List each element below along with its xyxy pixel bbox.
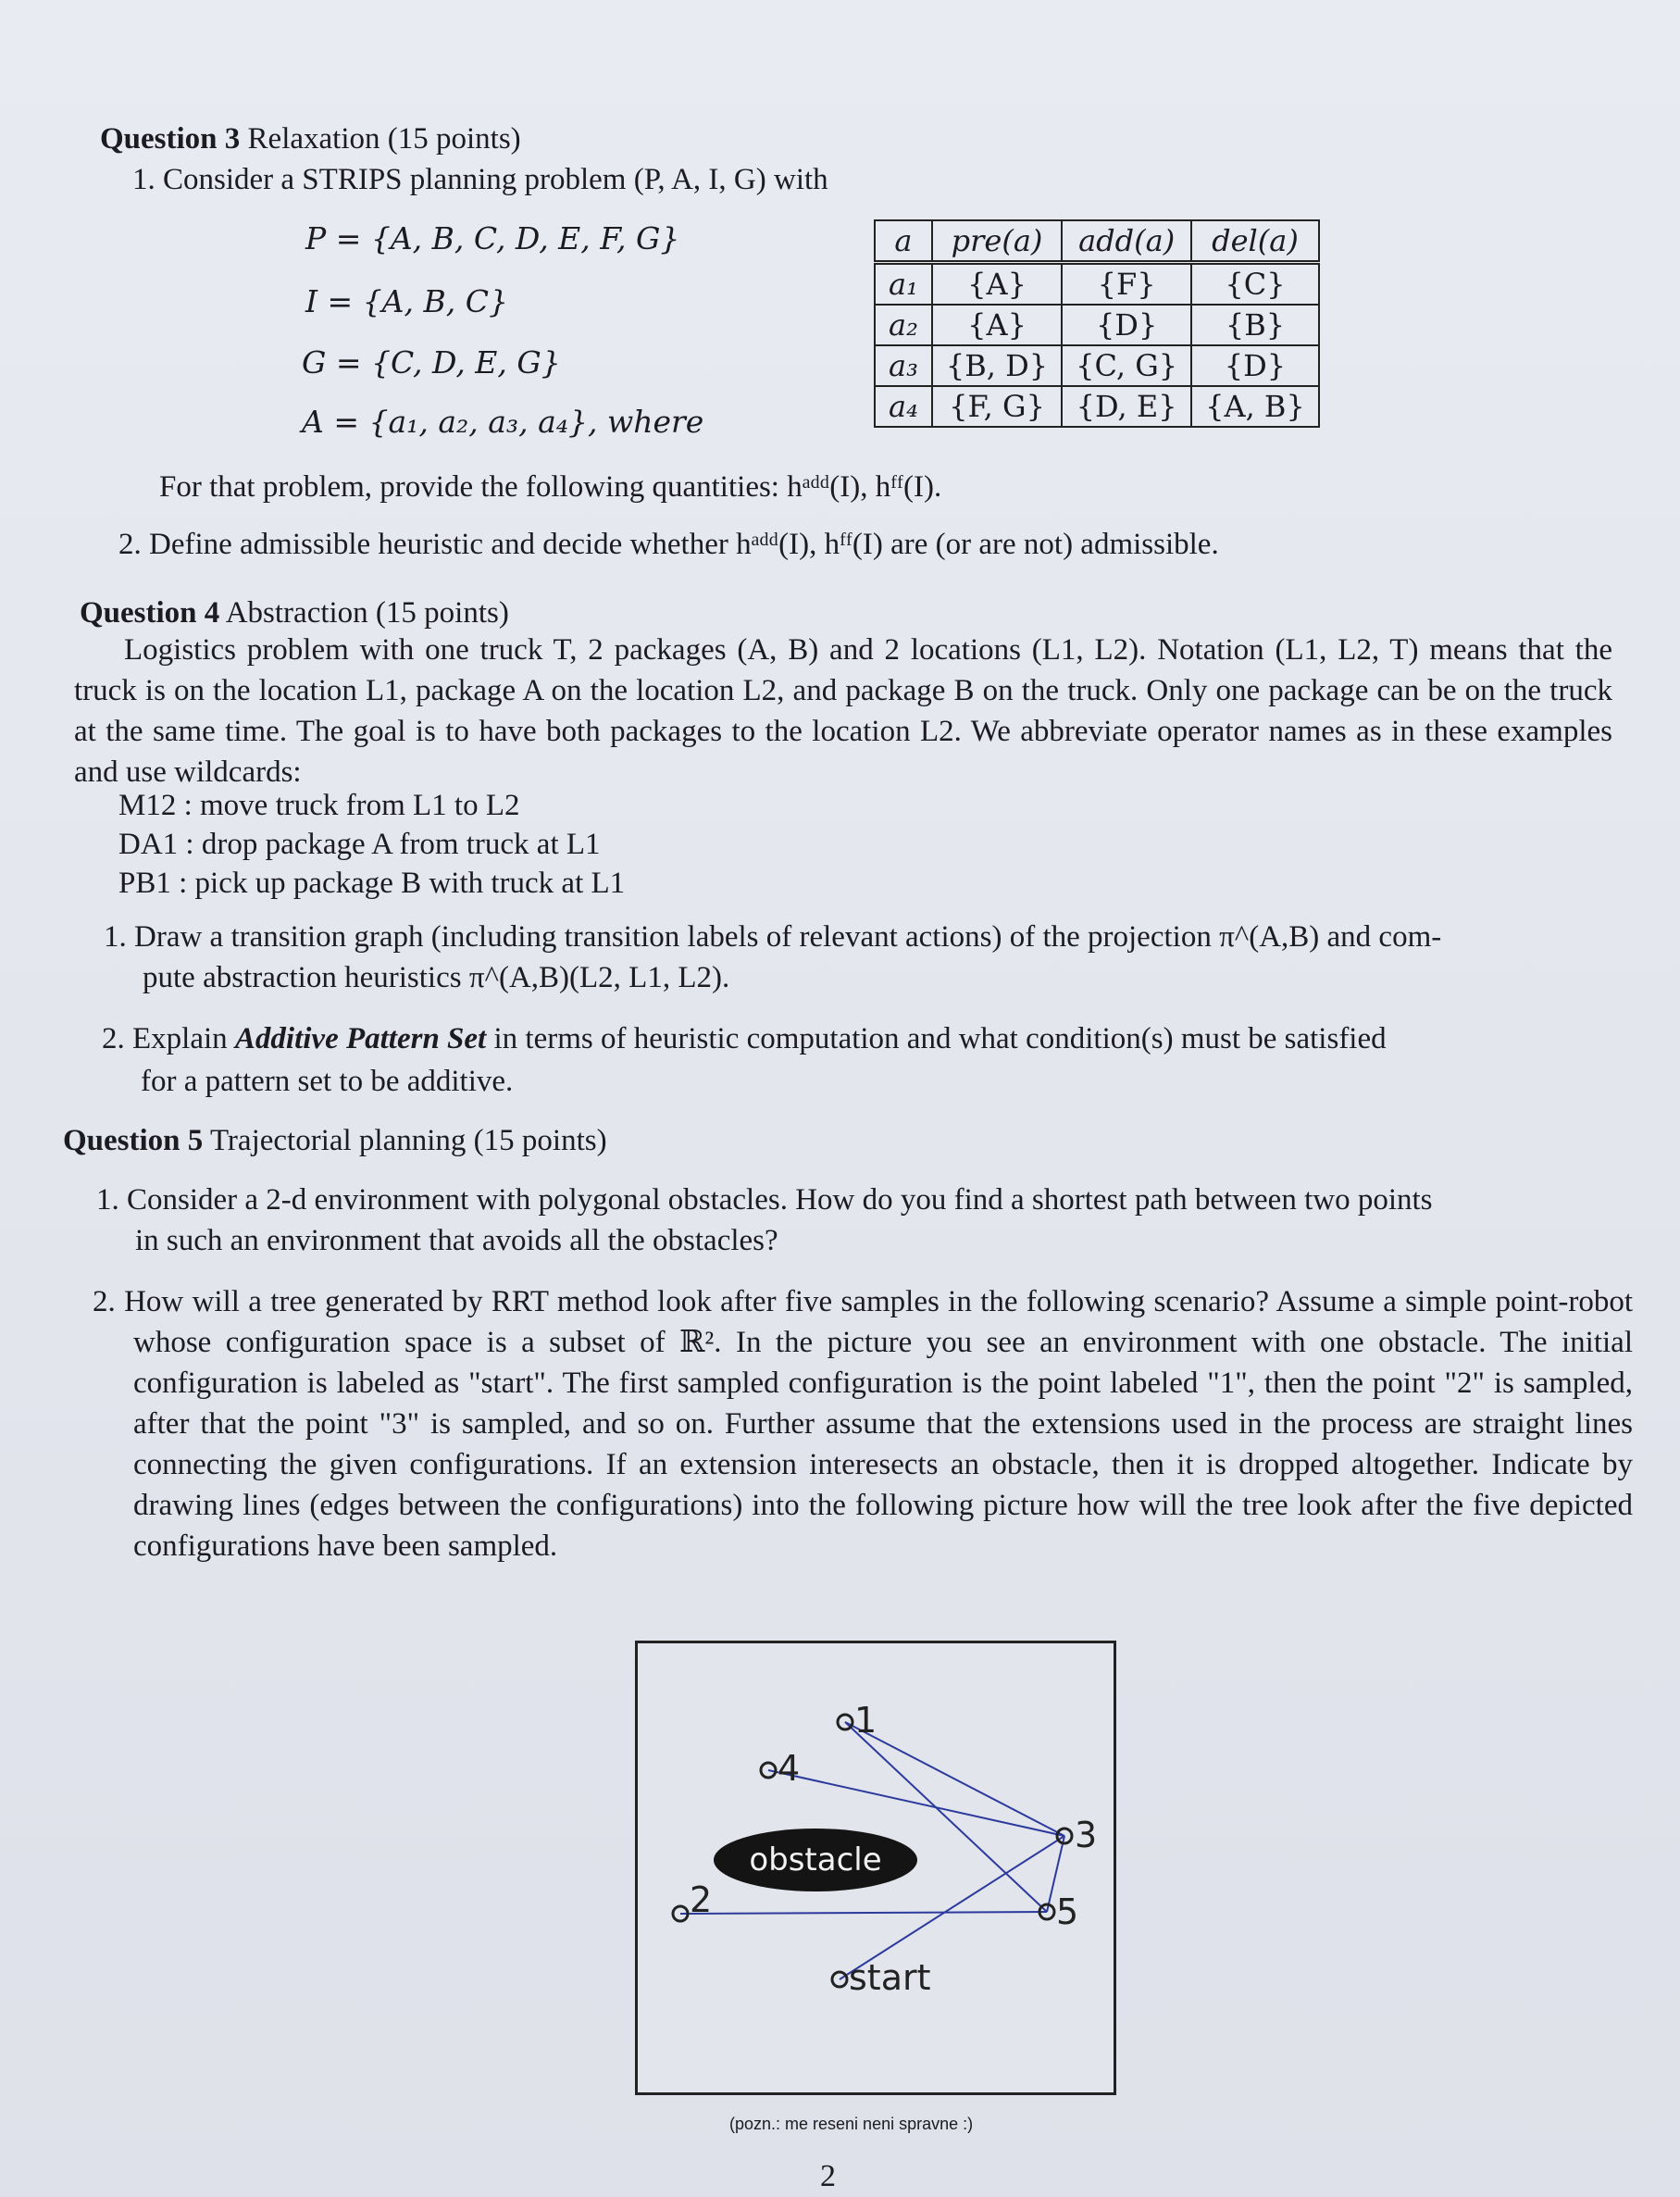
handwritten-note: (pozn.: me reseni neni spravne :) bbox=[729, 2115, 974, 2133]
cell: {B} bbox=[1191, 305, 1319, 345]
q3-item1-intro: 1. Consider a STRIPS planning problem (P, A, I, G) with bbox=[132, 163, 828, 196]
point-1-label: 1 bbox=[854, 1700, 877, 1741]
rrt-figure-svg bbox=[638, 1643, 1114, 2092]
q4-title: Abstraction (15 points) bbox=[225, 596, 509, 630]
cell: {D, E} bbox=[1062, 386, 1191, 427]
point-3-label: 3 bbox=[1075, 1815, 1098, 1855]
strips-action-table bbox=[874, 219, 1320, 428]
set-A: A = {a₁, a₂, a₃, a₄}, where bbox=[302, 404, 704, 440]
q3-heading bbox=[100, 119, 521, 159]
q5-title: Trajectorial planning (15 points) bbox=[209, 1124, 607, 1157]
cell: a₁ bbox=[875, 263, 932, 306]
col-add: add(a) bbox=[1062, 220, 1191, 263]
q3-item2: 2. Define admissible heuristic and decide whether hᵃᵈᵈ(I), hᶠᶠ(I) are (or are not) admissible. bbox=[118, 528, 1219, 561]
col-pre: pre(a) bbox=[932, 220, 1062, 263]
cell: {A} bbox=[932, 305, 1062, 345]
set-P: P = {A, B, C, D, E, F, G} bbox=[305, 220, 680, 256]
q5-heading bbox=[63, 1120, 607, 1161]
col-a: a bbox=[875, 220, 932, 263]
table-row bbox=[875, 263, 1319, 306]
sample-point-2 bbox=[673, 1879, 712, 1921]
q3-label: Question 3 bbox=[100, 122, 241, 156]
table-row bbox=[875, 386, 1319, 427]
q4-item1-line1: 1. Draw a transition graph (including transition labels of relevant actions) of the projection π^(A,B) and com- bbox=[104, 920, 1442, 954]
q3-title: Relaxation (15 points) bbox=[247, 122, 521, 156]
q4-example-3: PB1 : pick up package B with truck at L1 bbox=[118, 867, 626, 900]
q4-item2-line1 bbox=[102, 1018, 1387, 1059]
cell: {F} bbox=[1062, 263, 1191, 306]
obstacle-label: obstacle bbox=[749, 1841, 882, 1879]
cell: {B, D} bbox=[932, 345, 1062, 386]
page-number: 2 bbox=[820, 2159, 836, 2193]
q4-example-1: M12 : move truck from L1 to L2 bbox=[118, 789, 520, 822]
table-row bbox=[875, 305, 1319, 345]
start-point bbox=[832, 1957, 931, 1998]
q4-item2-rest: in terms of heuristic computation and what condition(s) must be satisfied bbox=[493, 1022, 1387, 1055]
table-row bbox=[875, 345, 1319, 386]
q5-item1-line2: in such an environment that avoids all the obstacles? bbox=[135, 1224, 778, 1257]
q5-label: Question 5 bbox=[63, 1124, 204, 1157]
q4-heading bbox=[80, 593, 509, 633]
q4-item2-emphasis: Additive Pattern Set bbox=[234, 1022, 487, 1055]
cell: {D} bbox=[1062, 305, 1191, 345]
cell: {D} bbox=[1191, 345, 1319, 386]
cell: {A, B} bbox=[1191, 386, 1319, 427]
set-I: I = {A, B, C} bbox=[305, 283, 508, 319]
cell: {A} bbox=[932, 263, 1062, 306]
cell: {C} bbox=[1191, 263, 1319, 306]
q4-intro: Logistics problem with one truck T, 2 packages (A, B) and 2 locations (L1, L2). Notation (L1, L2, T) means that the truck is on the location L1, package A on the location L2, and package B on the truck. Only one package can be on the truck at the same time. The goal is to have both packages to the location L2. We abbreviate operator names as in these examples and use wildcards: bbox=[74, 633, 1612, 789]
q4-item1-line2: pute abstraction heuristics π^(A,B)(L2, L1, L2). bbox=[143, 961, 730, 994]
cell: a₃ bbox=[875, 345, 932, 386]
q4-example-2: DA1 : drop package A from truck at L1 bbox=[118, 828, 601, 861]
q5-item1-line1: 1. Consider a 2-d environment with polygonal obstacles. How do you find a shortest path between two points bbox=[96, 1183, 1433, 1217]
cell: a₄ bbox=[875, 386, 932, 427]
q4-item2-line2: for a pattern set to be additive. bbox=[141, 1065, 514, 1098]
point-2-label: 2 bbox=[690, 1879, 713, 1920]
table-header-row bbox=[875, 220, 1319, 263]
point-4-label: 4 bbox=[778, 1748, 801, 1789]
sample-point-1 bbox=[838, 1700, 877, 1741]
sample-point-4 bbox=[761, 1748, 800, 1789]
edge-4-3 bbox=[768, 1770, 1064, 1836]
q4-item2-prefix: 2. Explain bbox=[102, 1022, 228, 1055]
cell: {F, G} bbox=[932, 386, 1062, 427]
cell: {C, G} bbox=[1062, 345, 1191, 386]
q3-quantities: For that problem, provide the following quantities: hᵃᵈᵈ(I), hᶠᶠ(I). bbox=[159, 470, 942, 504]
q4-label: Question 4 bbox=[80, 596, 220, 630]
cell: a₂ bbox=[875, 305, 932, 345]
point-5-label: 5 bbox=[1056, 1891, 1079, 1932]
q5-item2: 2. How will a tree generated by RRT method look after five samples in the following scenario? Assume a simple point-robot whose configuration space is a subset of ℝ². In the picture you see an environment with one obstacle. The initial configuration is labeled as "start". The first sampled configuration is the point labeled "1", then the point "2" is sampled, after that the point "3" is sampled, and so on. Further assume that the extensions used in the process are straight lines connecting the given configurations. If an extension interesects an obstacle, then it is dropped altogether. Indicate by drawing lines (edges between the configurations) into the following picture how will the tree look after the five depicted configurations have been sampled. bbox=[93, 1285, 1633, 1563]
edge-1-3 bbox=[845, 1722, 1064, 1836]
col-del: del(a) bbox=[1191, 220, 1319, 263]
rrt-figure bbox=[635, 1641, 1116, 2095]
edge-2-5 bbox=[680, 1912, 1047, 1914]
start-label: start bbox=[849, 1957, 931, 1998]
set-G: G = {C, D, E, G} bbox=[302, 344, 561, 381]
